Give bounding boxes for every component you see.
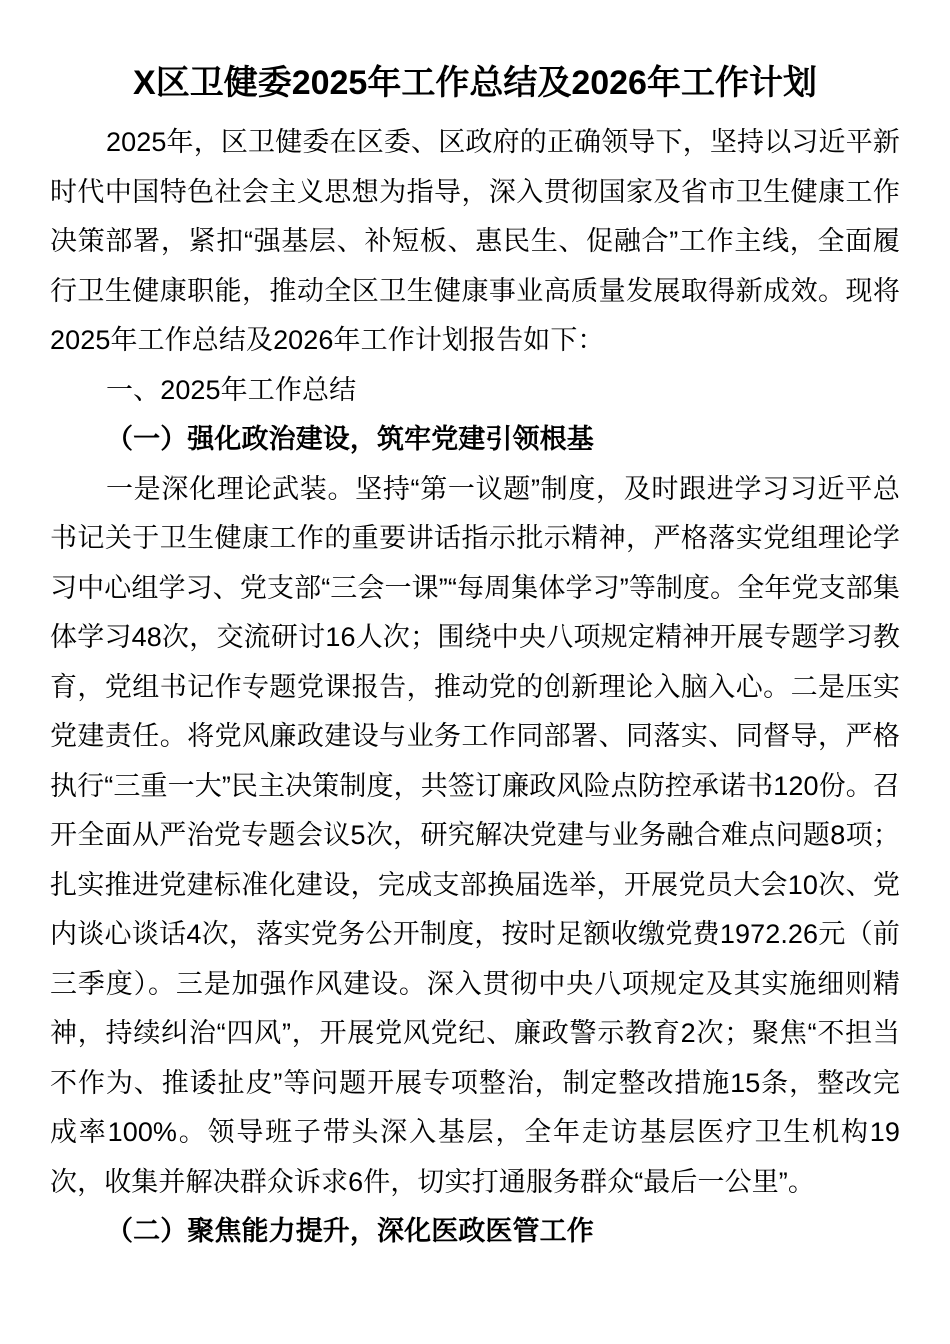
section-heading-work-summary-2025: 一、2025年工作总结 xyxy=(106,374,357,405)
paragraph-party-building-body: 一是深化理论武装。坚持“第一议题”制度，及时跟进学习习近平总书记关于卫生健康工作的重要讲话指示批示精神，严格落实党组理论学习中心组学习、党支部“三会一课”“每周集体学习”等制度。全年党支部集体学习48次，交流研讨16人次；围绕中央八项规定精神开展专题学习教育，党组书记作专题党课报告，推动党的创新理论入脑入心。二是压实党建责任。将党风廉政建设与业务工作同部署、同落实、同督导，严格执行“三重一大”民主决策制度，共签订廉政风险点防控承诺书120份。召开全面从严治党专题会议5次，研究解决党建与业务融合难点问题8项；扎实推进党建标准化建设，完成支部换届选举，开展党员大会10次、党内谈心谈话4次，落实党务公开制度，按时足额收缴党费1972.26元（前三季度）。三是加强作风建设。深入贯彻中央八项规定及其实施细则精神，持续纠治“四风”，开展党风党纪、廉政警示教育2次；聚焦“不担当不作为、推诿扯皮”等问题开展专项整治，制定整改措施15条，整改完成率100%。领导班子带头深入基层，全年走访基层医疗卫生机构19次，收集并解决群众诉求6件，切实打通服务群众“最后一公里”。 xyxy=(50,473,900,1197)
subsection-heading-medical-administration: （二）聚焦能力提升，深化医政医管工作 xyxy=(106,1216,594,1246)
document-content xyxy=(50,0,900,1257)
subsection-heading-party-building: （一）强化政治建设，筑牢党建引领根基 xyxy=(106,424,594,454)
paragraph-intro: 2025年，区卫健委在区委、区政府的正确领导下，坚持以习近平新时代中国特色社会主义思想为指导，深入贯彻国家及省市卫生健康工作决策部署，紧扣“强基层、补短板、惠民生、促融合”工作主线，全面履行卫生健康职能，推动全区卫生健康事业高质量发展取得新成效。现将2025年工作总结及2026年工作计划报告如下： xyxy=(50,127,900,355)
page-title: X区卫健委2025年工作总结及2026年工作计划 xyxy=(133,64,817,102)
